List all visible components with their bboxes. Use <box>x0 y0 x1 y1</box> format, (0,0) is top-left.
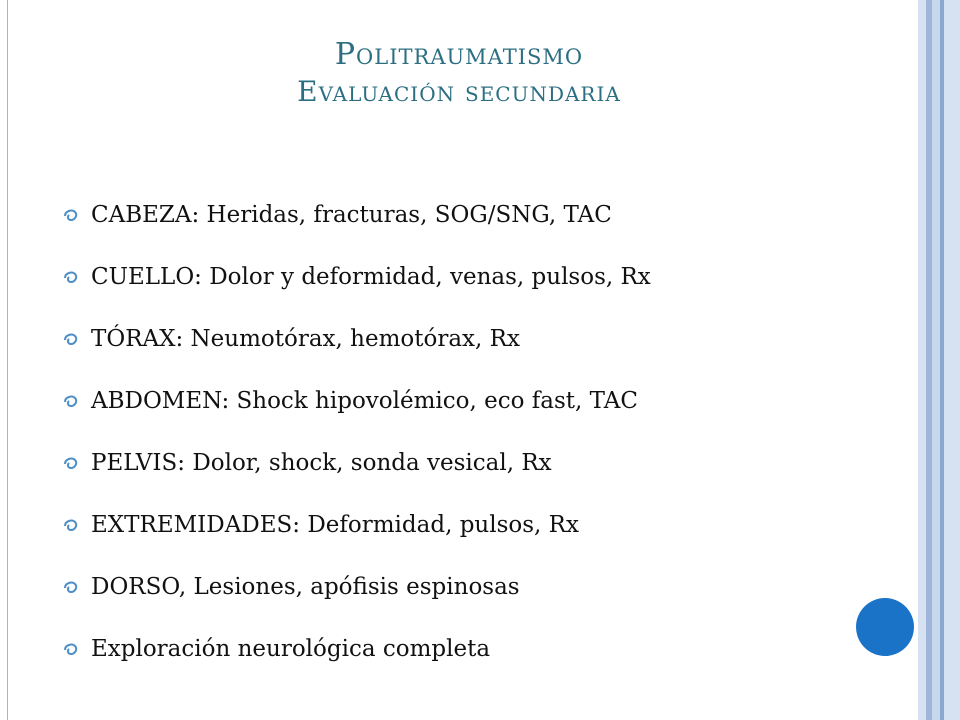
swirl-bullet-icon <box>60 390 82 412</box>
swirl-bullet-icon <box>60 452 82 474</box>
bullet-item <box>60 184 890 246</box>
swirl-bullet-icon <box>60 576 82 598</box>
bullet-item <box>60 246 890 308</box>
bullet-text: DORSO, Lesiones, apófisis espinosas <box>91 574 520 600</box>
bullet-text: CABEZA: Heridas, fracturas, SOG/SNG, TAC <box>91 202 612 228</box>
bullet-item <box>60 370 890 432</box>
decor-bar-3 <box>932 0 940 720</box>
decor-bar-5 <box>944 0 960 720</box>
bullet-item <box>60 494 890 556</box>
bullet-text: PELVIS: Dolor, shock, sonda vesical, Rx <box>91 450 552 476</box>
swirl-bullet-icon <box>60 638 82 660</box>
slide-title <box>0 37 918 108</box>
circle-icon <box>856 598 914 656</box>
bullet-text: Exploración neurológica completa <box>91 636 491 662</box>
bullet-item <box>60 432 890 494</box>
bullet-list <box>60 184 890 680</box>
title-line-2: Evaluación secundaria <box>297 75 621 108</box>
bullet-text: TÓRAX: Neumotórax, hemotórax, Rx <box>91 326 520 352</box>
left-border-line <box>7 0 8 720</box>
swirl-bullet-icon <box>60 328 82 350</box>
swirl-bullet-icon <box>60 204 82 226</box>
bullet-text: EXTREMIDADES: Deformidad, pulsos, Rx <box>91 512 579 538</box>
title-line-1: Politraumatismo <box>334 37 584 72</box>
bullet-item <box>60 556 890 618</box>
right-decorative-bars <box>918 0 960 720</box>
bullet-item <box>60 308 890 370</box>
decor-bar-1 <box>918 0 926 720</box>
swirl-bullet-icon <box>60 514 82 536</box>
bullet-item <box>60 618 890 680</box>
bullet-text: ABDOMEN: Shock hipovolémico, eco fast, TAC <box>91 388 638 414</box>
bullet-text: CUELLO: Dolor y deformidad, venas, pulsos, Rx <box>91 264 651 290</box>
swirl-bullet-icon <box>60 266 82 288</box>
